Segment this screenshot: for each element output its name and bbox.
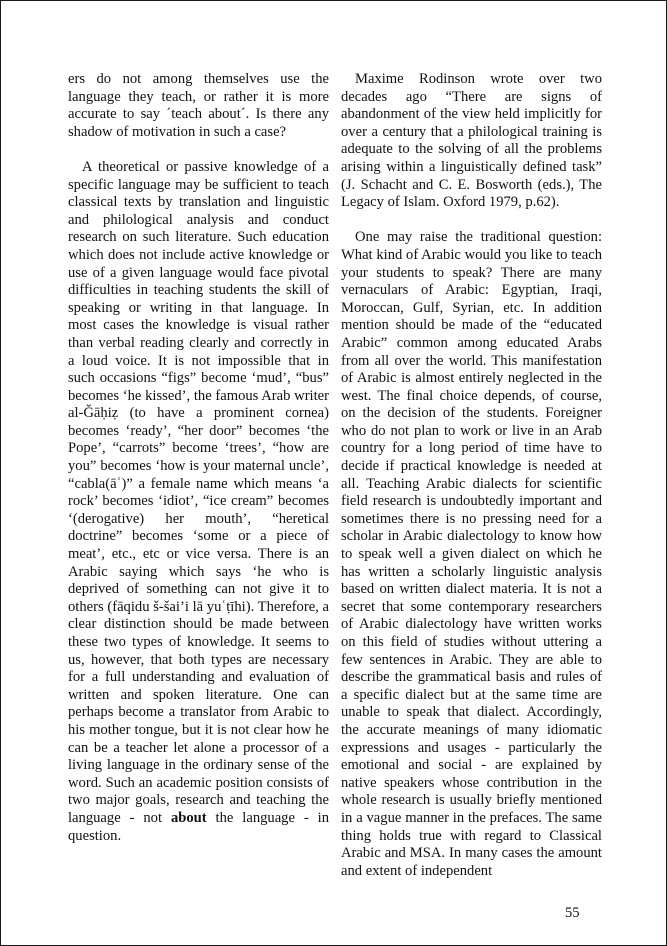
emphasis-about: about [170,809,207,826]
page-number: 55 [565,905,580,921]
paragraph-passive-knowledge [68,159,329,845]
left-text-column [68,71,329,845]
paragraph-continuation: ers do not among themselves use the language they teach, or rather it is more accurate to say ´teach about´. Is there any shadow of motivation in such a case? [68,71,329,140]
paragraph-text-end: the language - in question. [68,809,329,844]
paragraph-rodinson-quote: Maxime Rodinson wrote over two decades ago “There are signs of abandonment of the view held implicitly for over a century that a philological training is adequate to the solving of all the problems arising within a linguistically defined task” (J. Schacht and C. E. Bosworth (eds.), The Legacy of Islam. Oxford 1979, p.62). [341,71,602,211]
paragraph-traditional-question: One may raise the traditional question: What kind of Arabic would you like to teach your students to speak? There are many vernaculars of Arabic: Egyptian, Iraqi, Moroccan, Gulf, Syrian, etc. In addition mention should be made of the “educated Arabic” common among educated Arabs from all over the world. This manifestation of Arabic is almost entirely neglected in the west. The final choice depends, of course, on the decision of the students. Foreigner who do not plan to work or live in an Arab country for a long period of time have to decide if practical knowledge is needed at all. Teaching Arabic dialects for scientific field research is undoubtedly important and sometimes there is no pressing need for a scholar in Arabic dialectology to know how to speak well a given dialect on which he has written a scholarly linguistic analysis based on written dialect materia. It is not a secret that some contemporary researchers of Arabic dialectology have written works on this field of studies without uttering a few sentences in Arabic. They are able to describe the grammatical basis and rules of a specific dialect but at the same time are unable to speak that dialect. Accordingly, the accurate meanings of many idiomatic expressions and usages - particularly the emotional and social - are explained by native speakers whose contribution in the whole research is usually briefly mentioned in a vague manner in the prefaces. The same thing holds true with regard to Classical Arabic and MSA. In many cases the amount and extent of independent [341,229,602,879]
paragraph-text: A theoretical or passive knowledge of a specific language may be sufficient to teach classical texts by translation and linguistic and philological analysis and conduct research on such literature. Such education which does not include active knowledge or use of a given language would face pivotal difficulties in teaching students the skill of speaking or writing in that language. In most cases the knowledge is visual rather than verbal reading clearly and correctly in a loud voice. It is not impossible that in such occasions “figs” become ‘mud’, “bus” becomes ‘he kissed’, the famous Arab writer al-Ğāḥiẓ (to have a prominent cornea) becomes ‘ready’, “her door” becomes ‘the Pope’, “carrots” become ‘trees’, “how are you” becomes ‘how is your maternal uncle’, “cabla(āʿ)” a female name which means ‘a rock’ becomes ‘idiot’, “ice cream” becomes ‘(derogative) her mouth’, “heretical doctrine” becomes ‘some or a piece of meat’, etc., etc or vice versa. There is an Arabic saying which says ‘he who is deprived of something can not give it to others (fāqidu š-šai’i lā yuʿṭīhi). Therefore, a clear distinction should be made between these two types of knowledge. It seems to us, however, that both types are necessary for a full understanding and evaluation of written and spoken literature. One can perhaps become a translator from Arabic to his mother tongue, but it is not clear how he can be a teacher let alone a processor of a living language in the ordinary sense of the word. Such an academic position consists of two major goals, research and teaching the language - not [68,158,329,826]
right-text-column [341,71,602,880]
